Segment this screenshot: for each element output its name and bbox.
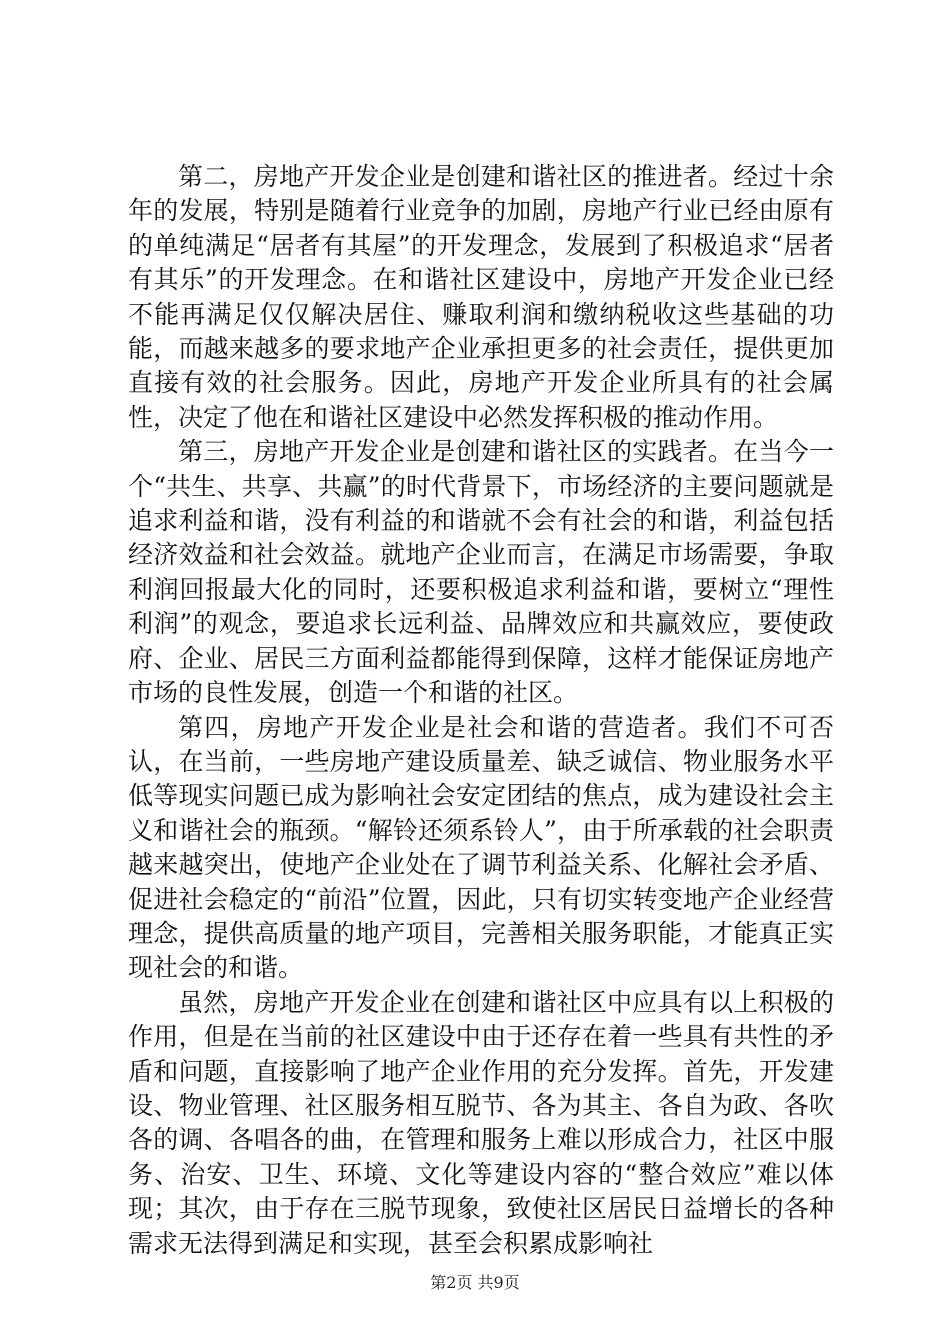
body-text: [128, 160, 834, 1261]
paragraph-2: 第二，房地产开发企业是创建和谐社区的推进者。经过十余年的发展，特别是随着行业竞争的加剧，房地产行业已经由原有的单纯满足“居者有其屋”的开发理念，发展到了积极追求“居者有其乐”的开发理念。在和谐社区建设中，房地产开发企业已经不能再满足仅仅解决居住、赚取利润和缴纳税收这些基础的功能，而越来越多的要求地产企业承担更多的社会责任，提供更加直接有效的社会服务。因此，房地产开发企业所具有的社会属性，决定了他在和谐社区建设中必然发挥积极的推动作用。: [128, 162, 834, 432]
paragraph-4: 第四，房地产开发企业是社会和谐的营造者。我们不可否认，在当前，一些房地产建设质量差、缺乏诚信、物业服务水平低等现实问题已成为影响社会安定团结的焦点，成为建设社会主义和谐社会的瓶颈。“解铃还须系铃人”，由于所承载的社会职责越来越突出，使地产企业处在了调节利益关系、化解社会矛盾、促进社会稳定的“前沿”位置，因此，只有切实转变地产企业经营理念，提供高质量的地产项目，完善相关服务职能，才能真正实现社会的和谐。: [128, 712, 834, 983]
paragraph-3: 第三，房地产开发企业是创建和谐社区的实践者。在当今一个“共生、共享、共赢”的时代背景下，市场经济的主要问题就是追求利益和谐，没有利益的和谐就不会有社会的和谐，利益包括经济效益和社会效益。就地产企业而言，在满足市场需要，争取利润回报最大化的同时，还要积极追求利益和谐，要树立“理性利润”的观念，要追求长远利益、品牌效应和共赢效应，要使政府、企业、居民三方面利益都能得到保障，这样才能保证房地产市场的良性发展，创造一个和谐的社区。: [128, 437, 834, 708]
paragraph-5: 虽然，房地产开发企业在创建和谐社区中应具有以上积极的作用，但是在当前的社区建设中由于还存在着一些具有共性的矛盾和问题，直接影响了地产企业作用的充分发挥。首先，开发建设、物业管理、社区服务相互脱节、各为其主、各自为政、各吹各的调、各唱各的曲，在管理和服务上难以形成合力，社区中服务、治安、卫生、环境、文化等建设内容的“整合效应”难以体现；其次，由于存在三脱节现象，致使社区居民日益增长的各种需求无法得到满足和实现，甚至会积累成影响社: [128, 987, 834, 1258]
page-footer: 第2页 共9页: [430, 1273, 520, 1292]
